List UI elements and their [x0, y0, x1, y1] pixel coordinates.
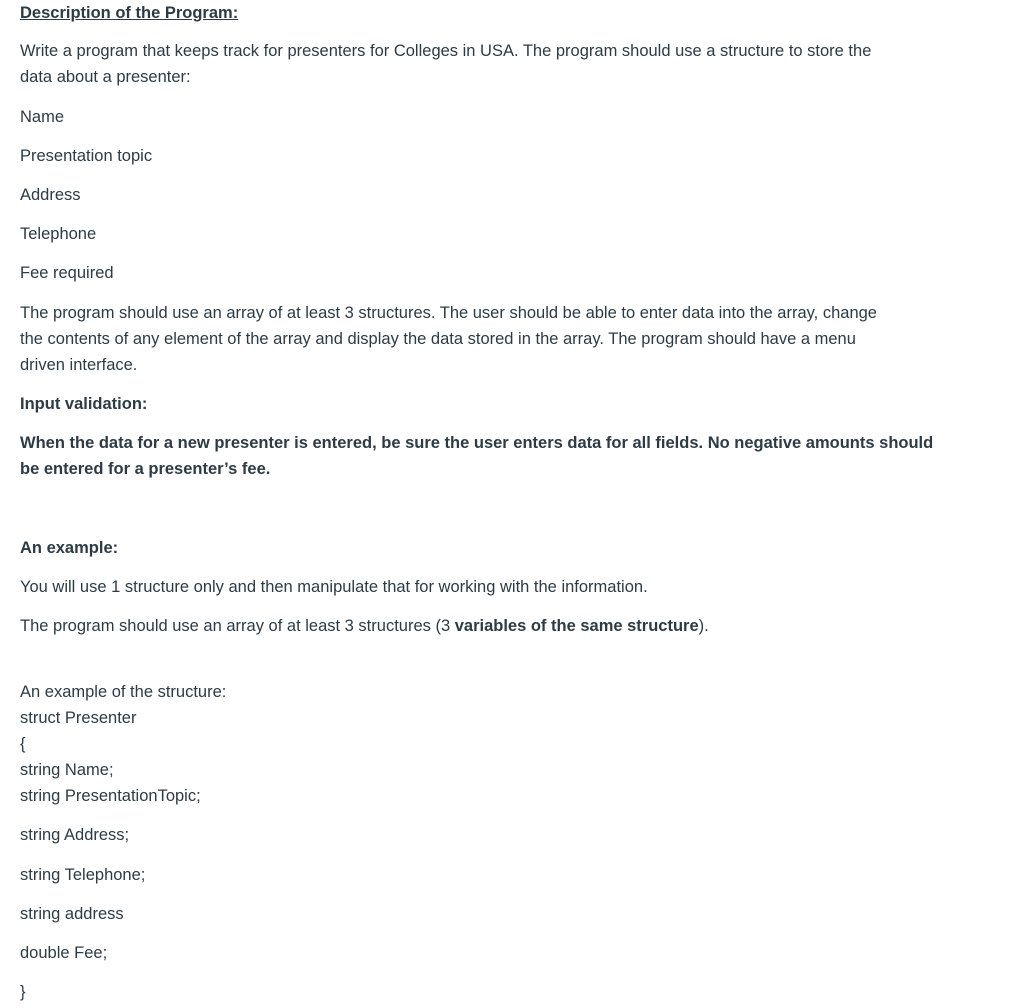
example-line-2-post: ).: [698, 617, 709, 635]
example-heading: An example:: [20, 539, 119, 557]
field-address: Address: [20, 186, 81, 204]
code-telephone: string Telephone;: [20, 866, 146, 884]
intro-line-1: Write a program that keeps track for presenters for Colleges in USA. The program should use a structure to store the: [20, 42, 872, 60]
example-line-2-bold: variables of the same structure: [454, 617, 699, 635]
code-address: string Address;: [20, 826, 130, 844]
code-open-brace: {: [20, 735, 26, 753]
code-struct-decl: struct Presenter: [20, 709, 137, 727]
page-heading: Description of the Program:: [20, 4, 239, 22]
field-telephone: Telephone: [20, 225, 97, 243]
example-line-2: [20, 613, 709, 639]
example-line-1: You will use 1 structure only and then manipulate that for working with the information.: [20, 578, 648, 596]
validation-line-1: When the data for a new presenter is entered, be sure the user enters data for all fields. No negative amounts should: [20, 434, 934, 452]
code-close-brace: }: [20, 983, 26, 1001]
field-presentation-topic: Presentation topic: [20, 147, 153, 165]
validation-line-2: be entered for a presenter’s fee.: [20, 460, 271, 478]
code-name: string Name;: [20, 761, 114, 779]
field-fee-required: Fee required: [20, 264, 114, 282]
example-line-2-pre: The program should use an array of at least 3 structures (3: [20, 617, 455, 635]
field-name: Name: [20, 108, 65, 126]
code-fee: double Fee;: [20, 944, 108, 962]
intro-line-2: data about a presenter:: [20, 68, 191, 86]
requirements-line-3: driven interface.: [20, 356, 138, 374]
structure-intro: An example of the structure:: [20, 683, 227, 701]
code-address-lower: string address: [20, 905, 124, 923]
requirements-line-1: The program should use an array of at least 3 structures. The user should be able to enter data into the array, change: [20, 304, 877, 322]
requirements-line-2: the contents of any element of the array and display the data stored in the array. The program should have a menu: [20, 330, 856, 348]
input-validation-heading: Input validation:: [20, 395, 148, 413]
code-topic: string PresentationTopic;: [20, 787, 201, 805]
